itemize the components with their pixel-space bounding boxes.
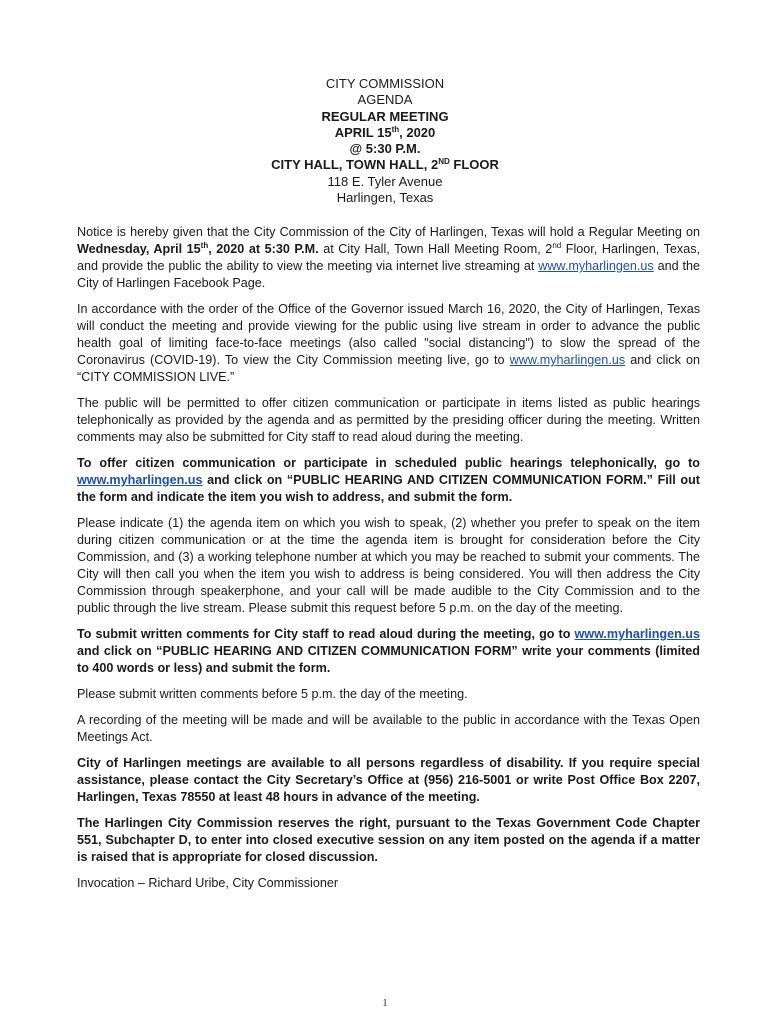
agenda-body (77, 224, 700, 901)
accordance-paragraph: In accordance with the order of the Office of the Governor issued March 16, 2020, the City of Harlingen, Texas will conduct the meeting and provide viewing for the public using live stream in order to advance the public health goal of limiting face-to-face meetings (also called "social distancing") to slow the spread of the Coronavirus (COVID-19). To view the City Commission meeting live, go to www.myharlingen.us and click on “CITY COMMISSION LIVE.” (77, 302, 700, 384)
page-number: 1 (382, 997, 388, 1009)
website-link[interactable]: www.myharlingen.us (509, 353, 626, 367)
header-subtitle: AGENDA (357, 92, 413, 108)
invocation-paragraph: Invocation – Richard Uribe, City Commissioner (77, 876, 339, 890)
recording-paragraph: A recording of the meeting will be made and will be available to the public in accordance with the Texas Open Meetings Act. (77, 713, 700, 744)
meeting-time: @ 5:30 P.M. (349, 141, 421, 157)
submit-deadline-paragraph: Please submit written comments before 5 p.m. the day of the meeting. (77, 687, 468, 701)
meeting-city: Harlingen, Texas (336, 190, 434, 206)
website-link[interactable]: www.myharlingen.us (77, 473, 203, 487)
header-title: CITY COMMISSION (325, 76, 445, 91)
website-link[interactable]: www.myharlingen.us (574, 627, 700, 641)
agenda-header (0, 76, 770, 206)
written-comments-paragraph: To submit written comments for City staff to read aloud during the meeting, go to www.myharlingen.us and click on “PUBLIC HEARING AND CITIZEN COMMUNICATION FORM” write your comments (limited to 400 words or less) and submit the form. (77, 627, 700, 675)
phone-offer-paragraph: To offer citizen communication or participate in scheduled public hearings telephonically, go to www.myharlingen.us and click on “PUBLIC HEARING AND CITIZEN COMMUNICATION FORM.” Fill out the form and indicate the item you wish to address, and submit the form. (77, 456, 700, 504)
meeting-date: APRIL 15th, 2020 (334, 124, 436, 140)
website-link[interactable]: www.myharlingen.us (538, 259, 654, 273)
meeting-place: CITY HALL, TOWN HALL, 2ND FLOOR (271, 157, 499, 173)
public-paragraph: The public will be permitted to offer citizen communication or participate in items listed as public hearings telephonically as provided by the agenda and as permitted by the presiding officer during the meeting. Written comments may also be submitted for City staff to read aloud during the meeting. (77, 396, 700, 444)
meeting-address: 118 E. Tyler Avenue (327, 173, 443, 189)
reserves-paragraph: The Harlingen City Commission reserves the right, pursuant to the Texas Government Code Chapter 551, Subchapter D, to enter into closed executive session on any item posted on the agenda if a matter is raised that is appropriate for closed discussion. (77, 816, 700, 864)
disability-paragraph: City of Harlingen meetings are available to all persons regardless of disability. If you require special assistance, please contact the City Secretary’s Office at (956) 216-5001 or write Post Office Box 2207, Harlingen, Texas 78550 at least 48 hours in advance of the meeting. (77, 756, 700, 804)
notice-paragraph: Notice is hereby given that the City Commission of the City of Harlingen, Texas will hold a Regular Meeting on Wednesday, April 15th, 2020 at 5:30 P.M. at City Hall, Town Hall Meeting Room, 2nd Floor, Harlingen, Texas, and provide the public the ability to view the meeting via internet live streaming at www.myharlingen.us and the City of Harlingen Facebook Page. (77, 225, 700, 290)
indicate-paragraph: Please indicate (1) the agenda item on which you wish to speak, (2) whether you prefer to speak on the item during citizen communication or at the time the agenda item is brought for consideration before the City Commission, and (3) a working telephone number at which you may be reached to submit your comments. The City will then call you when the item you wish to address is being considered. You will then address the City Commission through speakerphone, and your call will be made audible to the City Commission and to the public through the live stream. Please submit this request before 5 p.m. on the day of the meeting. (77, 516, 700, 615)
meeting-type: REGULAR MEETING (321, 108, 449, 124)
